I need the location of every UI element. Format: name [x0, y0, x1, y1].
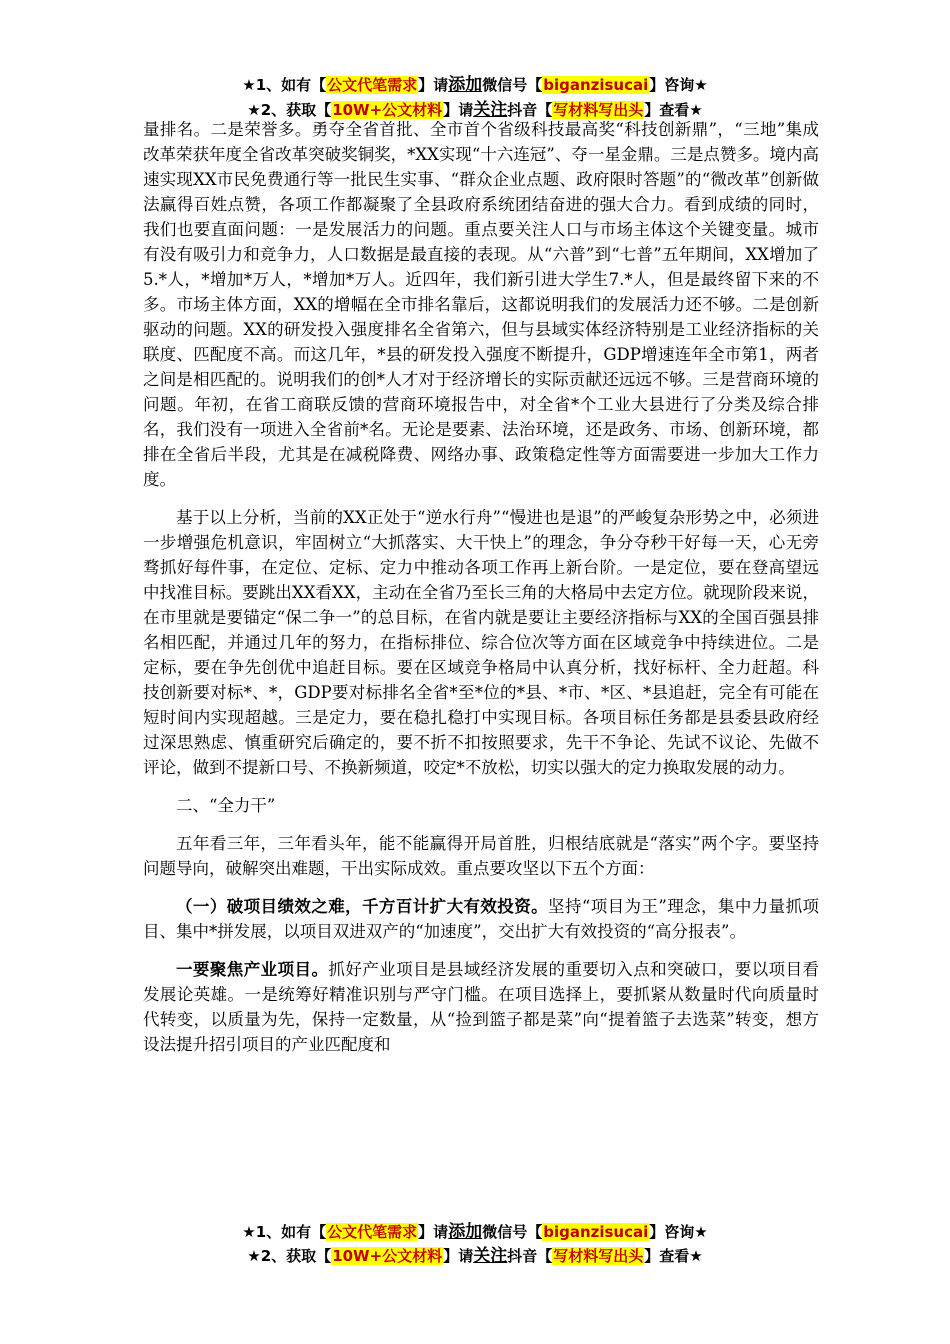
paragraph-2: 基于以上分析，当前的XX正处于“逆水行舟”“慢进也是退”的严峻复杂形势之中，必须进一步增强危机意识，牢固树立“大抓落实、大干快上”的理念，争分夺秒干好每一天，心无旁骛抓好每件事，在定位、定标、定力中推动各项工作再上新台阶。一是定位，要在登高望远中找准目标。要跳出XX看XX，主动在全省乃至长三角的大格局中去定方位。就现阶段来说，在市里就是要锚定“保二争一”的总目标，在省内就是要让主要经济指标与XX的全国百强县排名相匹配，并通过几年的努力，在指标排位、综合位次等方面在区域竞争中持续进位。二是定标，要在争先创优中追赶目标。要在区域竞争格局中认真分析，找好标杆、全力赶超。科技创新要对标*、*，GDP要对标排名全省*至*位的*县、*市、*区、*县追赶，完全有可能在短时间内实现超越。三是定力，要在稳扎稳打中实现目标。各项目标任务都是县委县政府经过深思熟虑、慎重研究后确定的，要不折不扣按照要求，先干不争论、先试不议论、先做不评论，做到不提新口号、不换新频道，咬定*不放松，切实以强大的定力换取发展的动力。: [143, 508, 819, 777]
banner-text: ★1、如有【: [242, 76, 327, 94]
banner-wechat-id: biganzisucai: [543, 76, 649, 94]
banner-text: ★2、获取【: [247, 101, 332, 119]
banner-highlight: 公文代笔需求: [327, 1223, 418, 1241]
banner-text: 微信号【: [482, 76, 543, 94]
section-heading: 二、“全力干”: [176, 796, 276, 815]
paragraph-5: [143, 957, 819, 1057]
promo-banner-top-line1: [0, 70, 950, 95]
banner-text: 微信号【: [482, 1223, 543, 1241]
banner-wechat-id: biganzisucai: [543, 1223, 649, 1241]
banner-underline: 关注: [473, 1246, 508, 1266]
banner-text: ★2、获取【: [247, 1247, 332, 1265]
promo-banner-bottom-line2: [0, 1241, 950, 1266]
banner-highlight: 公文代笔需求: [327, 76, 418, 94]
banner-underline: 添加: [448, 75, 483, 95]
banner-highlight: 10W+公文材料: [332, 1247, 443, 1265]
banner-douyin-id: 写材料写出头: [553, 101, 644, 119]
paragraph-3: 五年看三年，三年看头年，能不能赢得开局首胜，归根结底就是“落实”两个字。要坚持问题导向，破解突出难题，干出实际成效。重点要攻坚以下五个方面：: [143, 834, 819, 878]
banner-text: 】咨询★: [649, 1223, 708, 1241]
paragraph-5-lead: 一要聚焦产业项目。: [176, 960, 329, 979]
document-body: [143, 117, 819, 1070]
banner-highlight: 10W+公文材料: [332, 101, 443, 119]
banner-text: 】查看★: [644, 1247, 703, 1265]
banner-text: 】请: [418, 1223, 449, 1241]
banner-text: ★1、如有【: [242, 1223, 327, 1241]
banner-text: 抖音【: [507, 1247, 553, 1265]
paragraph-4-lead: （一）破项目绩效之难，千方百计扩大有效投资。: [176, 897, 549, 916]
paragraph-5-rest: 抓好产业项目是县域经济发展的重要切入点和突破口，要以项目看发展论英雄。一是统筹好精准识别与严守门槛。在项目选择上，要抓紧从数量时代向质量时代转变，以质量为先，保持一定数量，从“捡到篮子都是菜”向“提着篮子去选菜”转变，想方设法提升招引项目的产业匹配度和: [143, 960, 820, 1054]
banner-text: 】咨询★: [649, 76, 708, 94]
banner-text: 】请: [443, 101, 474, 119]
banner-text: 】查看★: [644, 101, 703, 119]
banner-text: 抖音【: [507, 101, 553, 119]
paragraph-1: 量排名。二是荣誉多。勇夺全省首批、全市首个省级科技最高奖“科技创新鼎”，“三地”集成改革荣获年度全省改革突破奖铜奖，*XX实现“十六连冠”、夺一星金鼎。三是点赞多。境内高速实现XX市民免费通行等一批民生实事、“群众企业点题、政府限时答题”的“微改革”创新做法赢得百姓点赞，各项工作都凝聚了全县政府系统团结奋进的强大合力。看到成绩的同时，我们也要直面问题：一是发展活力的问题。重点要关注人口与市场主体这个关键变量。城市有没有吸引力和竞争力，人口数据是最直接的表现。从“六普”到“七普”五年期间，XX增加了5.*人，*增加*万人，*增加*万人。近四年，我们新引进大学生7.*人，但是最终留下来的不多。市场主体方面，XX的增幅在全市排名靠后，这都说明我们的发展活力还不够。二是创新驱动的问题。XX的研发投入强度排名全省第六，但与县域实体经济特别是工业经济指标的关联度、匹配度不高。而这几年，*县的研发投入强度不断提升，GDP增速连年全市第1，两者之间是相匹配的。说明我们的创*人才对于经济增长的实际贡献还远远不够。三是营商环境的问题。年初，在省工商联反馈的营商环境报告中，对全省*个工业大县进行了分类及综合排名，我们没有一项进入全省前*名。无论是要素、法治环境，还是政务、市场、创新环境，都排在全省后半段，尤其是在减税降费、网络办事、政策稳定性等方面需要进一步加大工作力度。: [143, 120, 819, 489]
paragraph-4: [143, 894, 819, 944]
promo-banner-bottom-line1: [0, 1217, 950, 1242]
banner-text: 】请: [443, 1247, 474, 1265]
banner-text: 】请: [418, 76, 449, 94]
banner-underline: 关注: [473, 100, 508, 120]
banner-underline: 添加: [448, 1222, 483, 1242]
paragraph-4-rest: 坚持“项目为王”理念，集中力量抓项目、集中*拼发展，以项目双进双产的“加速度”，交出扩大有效投资的“高分报表”。: [143, 897, 819, 941]
banner-douyin-id: 写材料写出头: [553, 1247, 644, 1265]
